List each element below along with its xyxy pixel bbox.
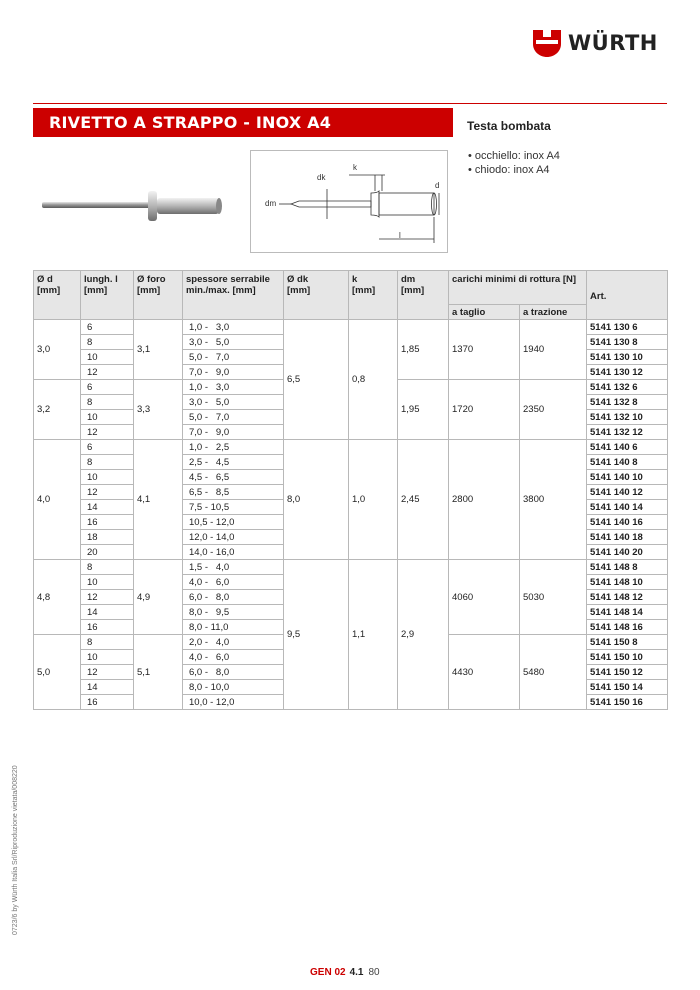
footer-section-number: 4.1: [349, 967, 364, 978]
page-number: 80: [368, 967, 380, 978]
cell-grip-range: 6,5 - 8,5: [183, 485, 284, 500]
head-type-subtitle: Testa bombata: [467, 119, 551, 133]
cell-grip-range: 14,0 - 16,0: [183, 545, 284, 560]
cell-tension: 3800: [520, 440, 587, 560]
diagram-label-dm: dm: [265, 199, 277, 208]
cell-grip-range: 8,0 - 11,0: [183, 620, 284, 635]
cell-dm: 2,45: [398, 440, 449, 560]
cell-k: 1,0: [349, 440, 398, 560]
cell-length: 14: [81, 605, 134, 620]
header-k: k [mm]: [349, 271, 398, 320]
cell-length: 16: [81, 620, 134, 635]
spec-table: [33, 270, 668, 710]
copyright-side-text: 0723/6 by Würth Italia Srl/Riproduzione vietata/008220: [12, 765, 19, 935]
cell-d: 4,0: [34, 440, 81, 560]
header-loads: carichi minimi di rottura [N]: [449, 271, 587, 305]
cell-dk: 6,5: [284, 320, 349, 440]
cell-dm: 2,9: [398, 560, 449, 710]
cell-length: 6: [81, 440, 134, 455]
cell-length: 18: [81, 530, 134, 545]
cell-art: 5141 132 6: [587, 380, 668, 395]
cell-art: 5141 130 12: [587, 365, 668, 380]
cell-length: 12: [81, 365, 134, 380]
cell-tension: 2350: [520, 380, 587, 440]
cell-grip-range: 2,0 - 4,0: [183, 635, 284, 650]
cell-grip-range: 5,0 - 7,0: [183, 410, 284, 425]
cell-hole: 4,9: [134, 560, 183, 635]
diagram-label-d: d: [435, 181, 440, 190]
header-rule: [33, 103, 667, 104]
cell-art: 5141 148 14: [587, 605, 668, 620]
cell-length: 16: [81, 515, 134, 530]
cell-grip-range: 6,0 - 8,0: [183, 665, 284, 680]
cell-shear: 4060: [449, 560, 520, 635]
cell-length: 6: [81, 320, 134, 335]
diagram-label-dk: dk: [317, 173, 326, 182]
cell-length: 14: [81, 680, 134, 695]
cell-art: 5141 140 10: [587, 470, 668, 485]
page-title: RIVETTO A STRAPPO - INOX A4: [33, 108, 453, 137]
cell-tension: 5030: [520, 560, 587, 635]
cell-art: 5141 140 16: [587, 515, 668, 530]
header-dm: dm [mm]: [398, 271, 449, 320]
cell-dk: 8,0: [284, 440, 349, 560]
cell-grip-range: 4,0 - 6,0: [183, 650, 284, 665]
cell-length: 14: [81, 500, 134, 515]
footer-section: GEN 02: [310, 967, 346, 978]
cell-art: 5141 132 8: [587, 395, 668, 410]
cell-length: 8: [81, 335, 134, 350]
cell-shear: 1370: [449, 320, 520, 380]
cell-length: 20: [81, 545, 134, 560]
cell-dm: 1,85: [398, 320, 449, 380]
cell-d: 5,0: [34, 635, 81, 710]
cell-length: 10: [81, 650, 134, 665]
cell-grip-range: 12,0 - 14,0: [183, 530, 284, 545]
cell-length: 12: [81, 425, 134, 440]
cell-art: 5141 130 6: [587, 320, 668, 335]
diagram-label-l: l: [399, 231, 401, 240]
cell-art: 5141 132 10: [587, 410, 668, 425]
cell-grip-range: 7,5 - 10,5: [183, 500, 284, 515]
cell-length: 12: [81, 485, 134, 500]
cell-grip-range: 1,5 - 4,0: [183, 560, 284, 575]
cell-grip-range: 1,0 - 2,5: [183, 440, 284, 455]
page-footer: [310, 967, 380, 978]
header-length: lungh. l [mm]: [81, 271, 134, 320]
cell-length: 10: [81, 575, 134, 590]
cell-grip-range: 1,0 - 3,0: [183, 380, 284, 395]
cell-hole: 3,1: [134, 320, 183, 380]
brand-name: WÜRTH: [568, 31, 658, 55]
cell-art: 5141 140 14: [587, 500, 668, 515]
cell-grip-range: 4,0 - 6,0: [183, 575, 284, 590]
cell-d: 4,8: [34, 560, 81, 635]
cell-length: 8: [81, 455, 134, 470]
cell-art: 5141 150 8: [587, 635, 668, 650]
table-header-row: [34, 271, 668, 305]
cell-art: 5141 148 10: [587, 575, 668, 590]
cell-grip-range: 2,5 - 4,5: [183, 455, 284, 470]
cell-shear: 1720: [449, 380, 520, 440]
cell-length: 12: [81, 590, 134, 605]
header-d: Ø d [mm]: [34, 271, 81, 320]
table-row: [34, 560, 668, 575]
feature-item: • chiodo: inox A4: [468, 163, 560, 177]
cell-grip-range: 8,0 - 10,0: [183, 680, 284, 695]
feature-item: • occhiello: inox A4: [468, 149, 560, 163]
cell-d: 3,0: [34, 320, 81, 380]
cell-art: 5141 148 12: [587, 590, 668, 605]
cell-length: 8: [81, 395, 134, 410]
cell-art: 5141 148 8: [587, 560, 668, 575]
table-row: [34, 440, 668, 455]
cell-k: 0,8: [349, 320, 398, 440]
cell-art: 5141 130 8: [587, 335, 668, 350]
cell-shear: 4430: [449, 635, 520, 710]
cell-art: 5141 150 12: [587, 665, 668, 680]
cell-grip-range: 7,0 - 9,0: [183, 365, 284, 380]
cell-grip-range: 1,0 - 3,0: [183, 320, 284, 335]
cell-length: 10: [81, 410, 134, 425]
cell-art: 5141 132 12: [587, 425, 668, 440]
rivet-photo: [40, 186, 222, 226]
header-shear: a taglio: [449, 305, 520, 320]
cell-art: 5141 140 6: [587, 440, 668, 455]
header-grip-range: spessore serrabile min./max. [mm]: [183, 271, 284, 320]
cell-length: 8: [81, 635, 134, 650]
header-hole: Ø foro [mm]: [134, 271, 183, 320]
cell-art: 5141 140 20: [587, 545, 668, 560]
cell-hole: 3,3: [134, 380, 183, 440]
cell-art: 5141 130 10: [587, 350, 668, 365]
cell-hole: 5,1: [134, 635, 183, 710]
cell-length: 8: [81, 560, 134, 575]
cell-art: 5141 150 14: [587, 680, 668, 695]
rivet-diagram: [250, 150, 448, 253]
cell-grip-range: 3,0 - 5,0: [183, 395, 284, 410]
table-row: [34, 320, 668, 335]
cell-art: 5141 140 18: [587, 530, 668, 545]
cell-dk: 9,5: [284, 560, 349, 710]
cell-tension: 1940: [520, 320, 587, 380]
cell-hole: 4,1: [134, 440, 183, 560]
cell-grip-range: 8,0 - 9,5: [183, 605, 284, 620]
cell-shear: 2800: [449, 440, 520, 560]
cell-art: 5141 150 16: [587, 695, 668, 710]
cell-grip-range: 10,5 - 12,0: [183, 515, 284, 530]
material-features: [468, 149, 560, 177]
cell-length: 6: [81, 380, 134, 395]
cell-grip-range: 6,0 - 8,0: [183, 590, 284, 605]
cell-grip-range: 3,0 - 5,0: [183, 335, 284, 350]
cell-length: 10: [81, 470, 134, 485]
cell-length: 16: [81, 695, 134, 710]
cell-tension: 5480: [520, 635, 587, 710]
cell-dm: 1,95: [398, 380, 449, 440]
cell-art: 5141 140 8: [587, 455, 668, 470]
header-dk: Ø dk [mm]: [284, 271, 349, 320]
cell-d: 3,2: [34, 380, 81, 440]
cell-grip-range: 4,5 - 6,5: [183, 470, 284, 485]
wurth-logo: [532, 28, 658, 58]
cell-grip-range: 10,0 - 12,0: [183, 695, 284, 710]
wurth-logo-mark-icon: [532, 28, 562, 58]
cell-art: 5141 140 12: [587, 485, 668, 500]
header-tension: a trazione: [520, 305, 587, 320]
cell-art: 5141 150 10: [587, 650, 668, 665]
cell-length: 10: [81, 350, 134, 365]
cell-art: 5141 148 16: [587, 620, 668, 635]
cell-grip-range: 5,0 - 7,0: [183, 350, 284, 365]
cell-k: 1,1: [349, 560, 398, 710]
cell-grip-range: 7,0 - 9,0: [183, 425, 284, 440]
diagram-label-k: k: [353, 163, 357, 172]
cell-length: 12: [81, 665, 134, 680]
header-art: Art.: [587, 271, 668, 320]
